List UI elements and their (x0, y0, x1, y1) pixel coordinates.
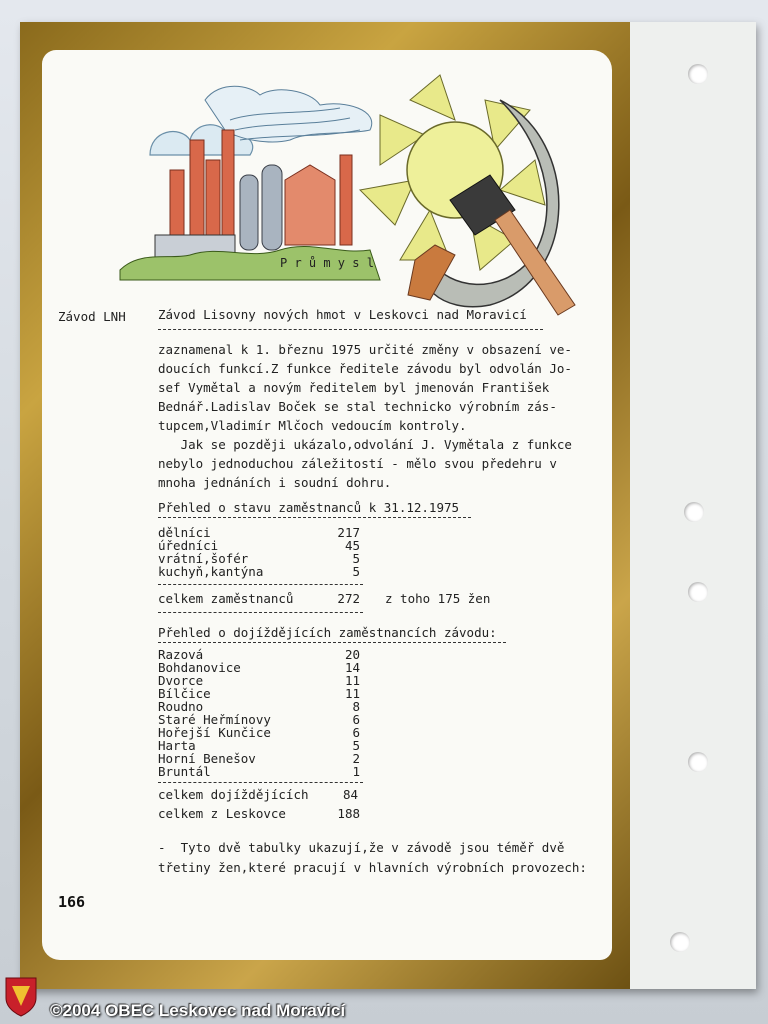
table2-title: Přehled o dojíždějících zaměstnancích závodu: (158, 625, 497, 640)
closing-line: třetiny žen,které pracují v hlavních výrobních provozech: (158, 860, 587, 875)
punch-hole (670, 932, 690, 952)
document-heading: Závod Lisovny nových hmot v Leskovci nad Moravicí (158, 307, 527, 322)
row-label: Horní Benešov (158, 751, 256, 766)
row-label: vrátní,šofér (158, 551, 249, 566)
closing-line: - Tyto dvě tabulky ukazují,že v závodě jsou téměř dvě (158, 840, 565, 855)
total-label: celkem zaměstnanců (158, 591, 294, 606)
heading-underline (158, 329, 543, 330)
paragraph-line: sef Vymětal a novým ředitelem byl jmenován František (158, 380, 550, 395)
row-label: Hořejší Kunčice (158, 725, 271, 740)
table1-divider (158, 584, 363, 585)
table1-title: Přehled o stavu zaměstnanců k 31.12.1975 (158, 500, 460, 515)
table1-title-underline (158, 517, 471, 518)
total-note: z toho 175 žen (385, 591, 491, 606)
industry-illustration (110, 60, 580, 320)
paragraph-line: Bednář.Ladislav Boček se stal technicko výrobním zás- (158, 399, 557, 414)
row-value: 5 (352, 551, 360, 566)
row-value: 217 (337, 525, 360, 540)
row-label: Roudno (158, 699, 204, 714)
row-label: dělníci (158, 525, 211, 540)
row-label: Staré Heřmínovy (158, 712, 271, 727)
row-value: 5 (352, 738, 360, 753)
row-value: 6 (352, 725, 360, 740)
table2-title-underline (158, 642, 506, 643)
paragraph-line: zaznamenal k 1. březnu 1975 určité změny v obsazení ve- (158, 342, 572, 357)
margin-label: Závod LNH (58, 309, 126, 324)
row-value: 6 (352, 712, 360, 727)
total-value: 272 (337, 591, 360, 606)
row-label: kuchyň,kantýna (158, 564, 264, 579)
row-label: Bohdanovice (158, 660, 241, 675)
row-value: 11 (344, 673, 360, 688)
total-label: celkem z Leskovce (158, 806, 286, 821)
copyright-footer: ©2004 OBEC Leskovec nad Moravicí (50, 1001, 346, 1020)
total-value: 188 (337, 806, 360, 821)
row-value: 20 (344, 647, 360, 662)
row-label: úředníci (158, 538, 219, 553)
paragraph-line: nebylo jednoduchou záležitostí - mělo svou předehru v (158, 456, 557, 471)
row-label: Harta (158, 738, 196, 753)
row-value: 14 (344, 660, 360, 675)
punch-hole (688, 582, 708, 602)
table1-bottom-divider (158, 612, 363, 613)
paragraph-line: doucích funkcí.Z funkce ředitele závodu byl odvolán Jo- (158, 361, 572, 376)
coat-of-arms-icon (4, 976, 38, 1018)
page-number: 166 (58, 893, 86, 911)
paragraph-line: mnoha jednáních i soudní dohru. (158, 475, 392, 490)
row-value: 8 (352, 699, 360, 714)
row-label: Bílčice (158, 686, 211, 701)
row-value: 11 (344, 686, 360, 701)
row-value: 5 (352, 564, 360, 579)
punch-hole (684, 502, 704, 522)
punch-hole (688, 752, 708, 772)
illustration-label: P r ů m y s l (280, 256, 374, 270)
row-value: 1 (352, 764, 360, 779)
row-label: Dvorce (158, 673, 204, 688)
row-value: 45 (344, 538, 360, 553)
row-value: 2 (352, 751, 360, 766)
table2-divider (158, 782, 363, 783)
paragraph-line: tupcem,Vladimír Mlčoch vedoucím kontroly. (158, 418, 467, 433)
punch-hole (688, 64, 708, 84)
paragraph-line: Jak se později ukázalo,odvolání J. Vymětala z funkce (158, 437, 572, 452)
row-label: Bruntál (158, 764, 211, 779)
total-value: 84 (342, 787, 358, 802)
total-label: celkem dojíždějících (158, 787, 309, 802)
row-label: Razová (158, 647, 204, 662)
